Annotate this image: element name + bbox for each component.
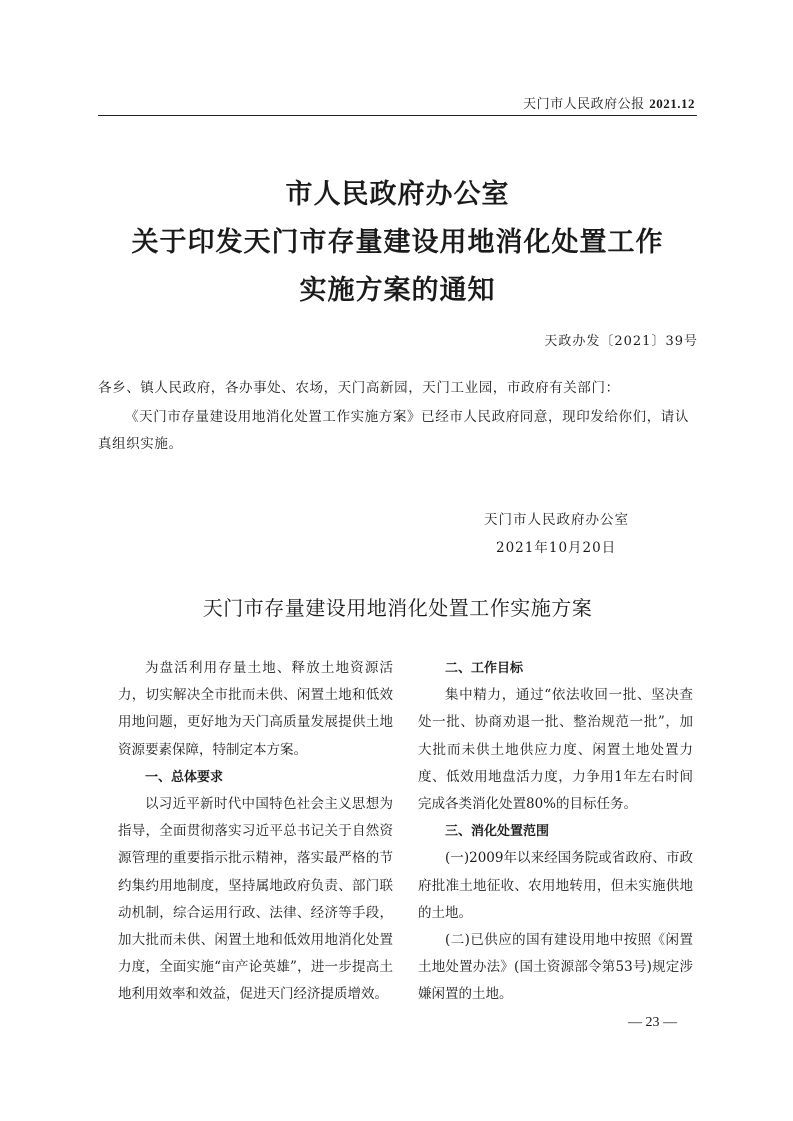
section-heading: 一、总体要求 xyxy=(145,769,224,785)
paragraph: 集中精力，通过“依法收回一批、坚决查处一批、协商劝退一批、整治规范一批”，加大批而未供土地供应力度、闲置土地处置力度、低效用地盘活力度，力争用1年左右时间完成各类消化处置80%的目标任务。 xyxy=(418,687,693,813)
plan-title: 天门市存量建设用地消化处置工作实施方案 xyxy=(202,596,593,620)
notice-body: 《天门市存量建设用地消化处置工作实施方案》已经市人民政府同意，现印发给你们，请认真组织实施。 xyxy=(98,409,689,452)
paragraph: 以习近平新时代中国特色社会主义思想为指导，全面贯彻落实习近平总书记关于自然资源管理的重要指示批示精神，落实最严格的节约集约用地制度，坚持属地政府负责、部门联动机制，综合运用行政、法律、经济等手段，加大批而未供、闲置土地和低效用地消化处置力度，全面实施“亩产论英雄”，进一步提高土地利用效率和效益，促进天门经济提质增效。 xyxy=(118,796,393,1003)
paragraph: (一)2009年以来经国务院或省政府、市政府批准土地征收、农用地转用，但未实施供地的土地。 xyxy=(418,850,693,921)
header-text xyxy=(523,93,695,112)
signature-organization: 天门市人民政府办公室 xyxy=(484,512,629,528)
section-heading: 三、消化处置范围 xyxy=(445,824,550,840)
running-header xyxy=(98,91,697,116)
page-number: — 23 — xyxy=(628,1015,677,1030)
paragraph: 为盘活利用存量土地、释放土地资源活力，切实解决全市批而未供、闲置土地和低效用地问题，更好地为天门高质量发展提供土地资源要素保障，特制定本方案。 xyxy=(118,660,393,758)
header-publication: 天门市人民政府公报 xyxy=(523,97,645,112)
notice-title-line-3: 实施方案的通知 xyxy=(299,275,496,306)
section-heading: 二、工作目标 xyxy=(445,661,524,676)
notice-title-line-1: 市人民政府办公室 xyxy=(285,179,510,210)
document-number: 天政办发〔2021〕39号 xyxy=(544,334,698,349)
addressee: 各乡、镇人民政府，各办事处、农场，天门高新园，天门工业园，市政府有关部门： xyxy=(98,380,620,396)
left-column xyxy=(118,655,393,1009)
right-column xyxy=(418,655,693,1009)
header-issue: 2021.12 xyxy=(649,96,695,111)
signature-date: 2021年10月20日 xyxy=(496,540,617,556)
paragraph: (二)已供应的国有建设用地中按照《闲置土地处置办法》(国土资源部令第53号)规定涉嫌闲置的土地。 xyxy=(418,932,693,1003)
notice-title-line-2: 关于印发天门市存量建设用地消化处置工作 xyxy=(131,227,664,258)
